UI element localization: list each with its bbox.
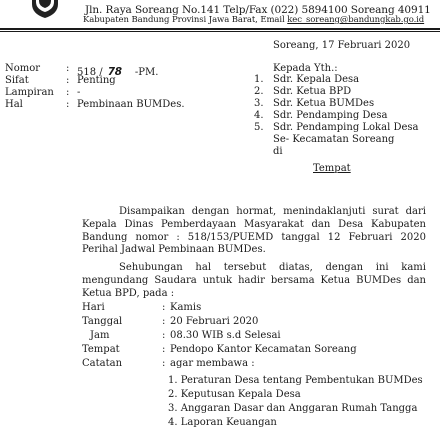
schedule-label-tempat: Tempat bbox=[82, 344, 120, 355]
sifat-value: Penting bbox=[77, 75, 116, 86]
schedule-colon-jam: : bbox=[162, 330, 166, 341]
recipient-num-3: 3. bbox=[254, 98, 264, 109]
sifat-label: Sifat bbox=[5, 75, 29, 86]
bring-item-2: 2. Keputusan Kepala Desa bbox=[168, 389, 301, 400]
letterhead-rule-thin bbox=[0, 31, 440, 32]
recipient-item-1: Sdr. Kepala Desa bbox=[273, 74, 360, 85]
body-paragraph-2 bbox=[82, 262, 426, 300]
lampiran-colon: : bbox=[66, 87, 70, 98]
p1-line-4: Perihal Jadwal Pembinaan BUMDes. bbox=[82, 244, 266, 256]
p1-line-1: Disampaikan dengan hormat, menindaklanjuti surat dari bbox=[119, 206, 426, 217]
schedule-label-jam: Jam bbox=[90, 330, 110, 341]
lampiran-value: - bbox=[77, 87, 81, 98]
regency-emblem-icon bbox=[30, 0, 60, 18]
schedule-colon-tanggal: : bbox=[162, 316, 166, 327]
recipient-num-1: 1. bbox=[254, 74, 264, 85]
recipient-num-4: 4. bbox=[254, 110, 264, 121]
recipient-item-4: Sdr. Pendamping Desa bbox=[273, 110, 388, 121]
recipient-num-2: 2. bbox=[254, 86, 264, 97]
nomor-suffix: -PM. bbox=[134, 67, 159, 78]
letterhead-address: Jln. Raya Soreang No.141 Telp/Fax (022) 5894100 Soreang 40911 bbox=[85, 4, 431, 16]
hal-label: Hal bbox=[5, 99, 23, 110]
recipient-di: di bbox=[273, 146, 283, 157]
letterhead-district-text: Kabupaten Bandung Provinsi Jawa Barat, Email bbox=[83, 15, 288, 25]
nomor-colon: : bbox=[66, 63, 70, 74]
letter-date: Soreang, 17 Februari 2020 bbox=[273, 40, 411, 51]
lampiran-label: Lampiran bbox=[5, 87, 54, 98]
schedule-label-catatan: Catatan bbox=[82, 358, 123, 369]
letterhead bbox=[0, 0, 440, 30]
p2-line-2: mengundang Saudara untuk hadir bersama Ketua BUMDes dan bbox=[82, 274, 426, 286]
nomor-prefix: 518 / bbox=[77, 67, 103, 78]
bring-item-1: 1. Peraturan Desa tentang Pembentukan BUMDes bbox=[168, 375, 423, 386]
recipient-place: Tempat bbox=[313, 163, 351, 174]
schedule-colon-catatan: : bbox=[162, 358, 166, 369]
letterhead-district bbox=[83, 15, 424, 25]
schedule-colon-tempat: : bbox=[162, 344, 166, 355]
body-paragraph-1 bbox=[82, 206, 426, 257]
schedule-label-hari: Hari bbox=[82, 302, 105, 313]
schedule-value-jam: 08.30 WIB s.d Selesai bbox=[170, 330, 281, 341]
sifat-colon: : bbox=[66, 75, 70, 86]
letterhead-email: kec_soreang@bandungkab.go.id bbox=[287, 15, 425, 25]
p2-line-1: Sehubungan hal tersebut diatas, dengan ini kami bbox=[119, 262, 426, 273]
schedule-label-tanggal: Tanggal bbox=[82, 316, 123, 327]
nomor-label: Nomor bbox=[5, 63, 41, 74]
hal-value: Pembinaan BUMDes. bbox=[77, 99, 185, 110]
recipient-scope: Se- Kecamatan Soreang bbox=[273, 134, 395, 145]
recipient-item-3: Sdr. Ketua BUMDes bbox=[273, 98, 375, 109]
recipient-item-2: Sdr. Ketua BPD bbox=[273, 86, 352, 97]
p1-line-2: Kepala Dinas Pemberdayaan Masyarakat dan Desa Kabupaten bbox=[82, 218, 426, 230]
hal-colon: : bbox=[66, 99, 70, 110]
schedule-value-tanggal: 20 Februari 2020 bbox=[170, 316, 259, 327]
p2-line-3: Ketua BPD, pada : bbox=[82, 287, 175, 299]
bring-item-4: 4. Laporan Keuangan bbox=[168, 417, 277, 428]
schedule-value-tempat: Pendopo Kantor Kecamatan Soreang bbox=[170, 344, 357, 355]
bring-item-3: 3. Anggaran Dasar dan Anggaran Rumah Tangga bbox=[168, 403, 418, 414]
recipient-num-5: 5. bbox=[254, 122, 264, 133]
schedule-value-catatan: agar membawa : bbox=[170, 358, 255, 369]
p1-line-3: Bandung nomor : 518/153/PUEMD tanggal 12 Februari 2020 bbox=[82, 231, 426, 243]
letterhead-rule-thick bbox=[0, 28, 440, 30]
recipient-item-5: Sdr. Pendamping Lokal Desa bbox=[273, 122, 419, 133]
recipient-header: Kepada Yth.: bbox=[273, 63, 338, 74]
schedule-value-hari: Kamis bbox=[170, 302, 202, 313]
schedule-colon-hari: : bbox=[162, 302, 166, 313]
nomor-handwritten: 78 bbox=[107, 66, 122, 78]
